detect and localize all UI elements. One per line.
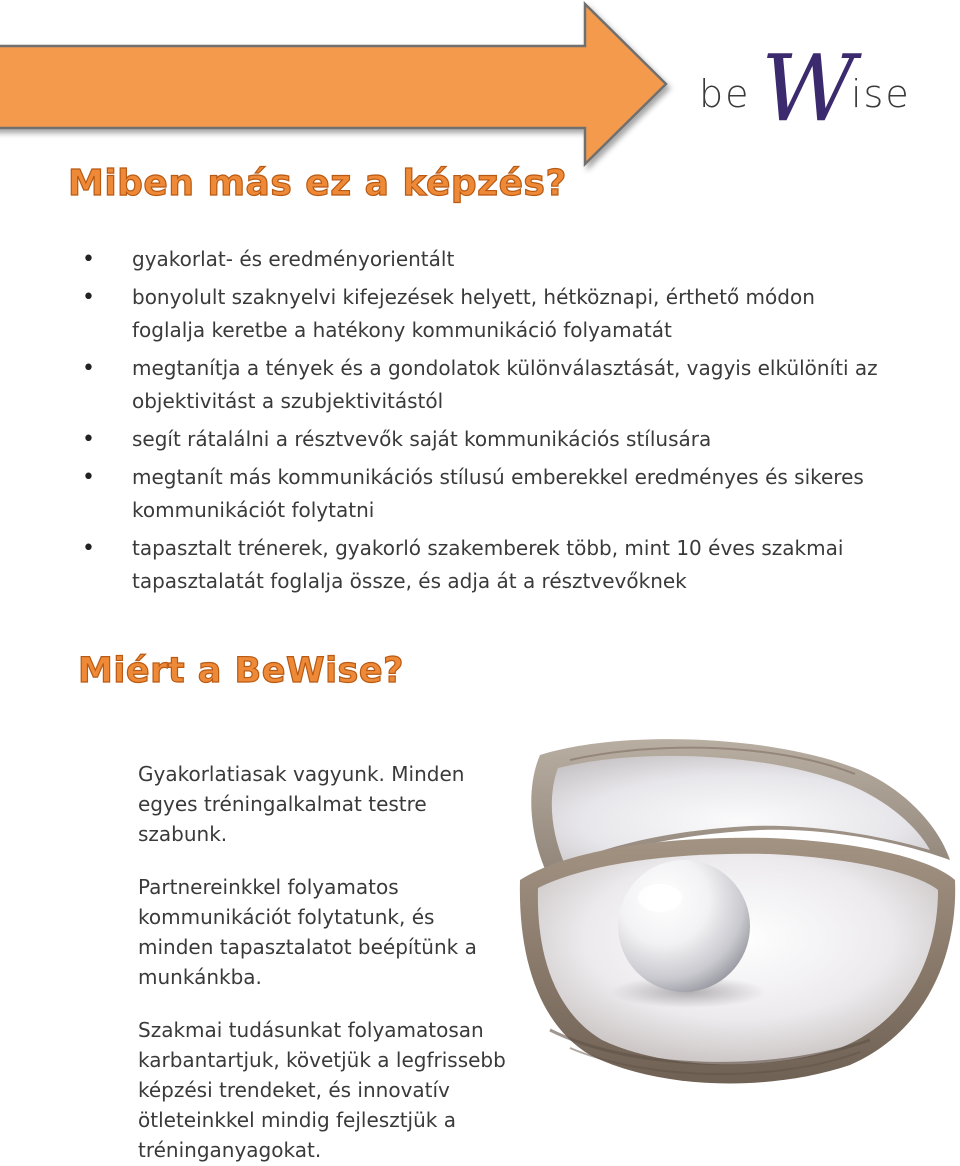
list-item: • tapasztalt trénerek, gyakorló szakemberek több, mint 10 éves szakmai tapasztalatát foglalja össze, és adja át a résztvevőknek — [80, 532, 880, 598]
section-heading-why-bewise: Miért a BeWise? — [78, 651, 404, 691]
paragraph-practical: Gyakorlatiasak vagyunk. Minden egyes tréningalkalmat testre szabunk. — [138, 762, 465, 846]
list-item: • bonyolult szaknyelvi kifejezések helyett, hétköznapi, érthető módon foglalja keretbe a hatékony kommunikáció folyamatát — [80, 281, 880, 347]
list-item: • megtanít más kommunikációs stílusú emberekkel eredményes és sikeres kommunikációt folytatni — [80, 461, 880, 527]
orange-arrow-banner — [0, 0, 680, 175]
paragraph-expertise: Szakmai tudásunkat folyamatosan karbantartjuk, követjük a legfrissebb képzési trendeket, és innovatív ötleteinkkel mindig fejlesztjük a tréninganyagokat. — [138, 1018, 506, 1162]
logo-prefix: be — [699, 72, 751, 116]
paragraph-partners: Partnereinkkel folyamatos kommunikációt folytatunk, és minden tapasztalatot beépítünk a munkánkba. — [138, 875, 477, 989]
section-heading-training-difference: Miben más ez a képzés? — [68, 163, 567, 204]
logo-suffix: ise — [851, 72, 911, 116]
bewise-logo — [695, 28, 930, 128]
list-item: • megtanítja a tények és a gondolatok különválasztását, vagyis elkülöníti az objektivitást a szubjektivitástól — [80, 352, 880, 418]
list-item: • segít rátalálni a résztvevők saját kommunikációs stílusára — [80, 423, 880, 456]
oyster-pearl-image — [510, 730, 960, 1090]
logo-w: W — [761, 35, 856, 128]
list-item: • gyakorlat- és eredményorientált — [80, 243, 880, 276]
pearl — [618, 860, 750, 992]
feature-bullet-list — [80, 243, 880, 603]
